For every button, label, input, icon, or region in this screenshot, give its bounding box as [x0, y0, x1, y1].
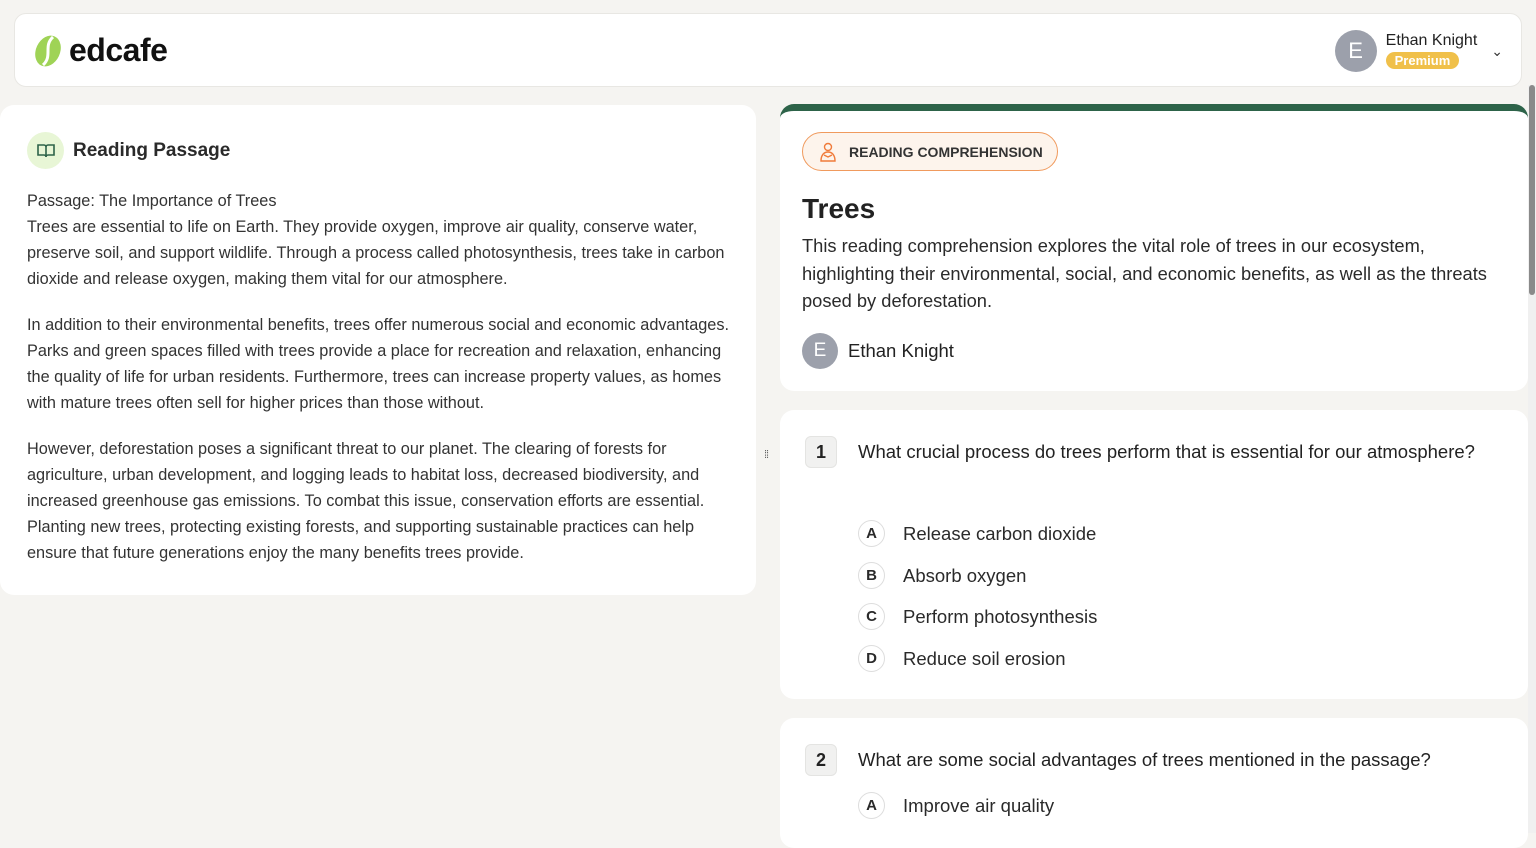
passage-paragraph: Trees are essential to life on Earth. They provide oxygen, improve air quality, conserve water, preserve soil, and support wildlife. Through a process called photosynthesis, trees take in carbon dioxide and release oxygen, making them vital for our atmosphere.	[27, 218, 725, 288]
option-text: Absorb oxygen	[903, 564, 1027, 586]
question-text: What crucial process do trees perform that is essential for our atmosphere?	[858, 441, 1475, 462]
reading-passage-panel	[0, 105, 756, 595]
option-b[interactable]	[858, 562, 1026, 589]
option-letter: D	[858, 645, 885, 672]
option-c[interactable]	[858, 603, 1097, 630]
top-header	[14, 13, 1522, 87]
passage-title: Passage: The Importance of Trees	[27, 192, 277, 210]
author	[802, 333, 954, 369]
book-icon	[27, 132, 64, 169]
reader-icon	[819, 142, 837, 162]
passage-paragraph: In addition to their environmental benefits, trees offer numerous social and economic advantages. Parks and green spaces filled with trees provide a place for recreation and relaxation, enhancing the quality of life for urban residents. Furthermore, trees can increase property values, as homes with mature trees often sell for higher prices than those without.	[27, 316, 730, 412]
question-text: What are some social advantages of trees mentioned in the passage?	[858, 749, 1431, 770]
option-text: Improve air quality	[903, 794, 1055, 816]
activity-title: Trees	[802, 193, 876, 224]
activity-info-card	[780, 104, 1528, 391]
panel-title: Reading Passage	[73, 139, 231, 161]
passage-text	[27, 188, 737, 586]
scrollbar[interactable]	[1528, 85, 1536, 833]
question-card	[780, 718, 1528, 848]
avatar: E	[1335, 30, 1377, 72]
option-text: Perform photosynthesis	[903, 605, 1098, 627]
option-text: Reduce soil erosion	[903, 647, 1066, 669]
option-letter: B	[858, 562, 885, 589]
activity-type-pill	[802, 132, 1058, 171]
author-name: Ethan Knight	[848, 340, 954, 361]
passage-paragraph: However, deforestation poses a significant threat to our planet. The clearing of forests for agriculture, urban development, and logging leads to habitat loss, decreased biodiversity, and increased greenhouse gas emissions. To combat this issue, conservation efforts are essential. Planting new trees, protecting existing forests, and supporting sustainable practices can help ensure that future generations enjoy the many benefits trees provide.	[27, 440, 705, 562]
logo-text: edcafe	[69, 32, 168, 68]
chevron-down-icon[interactable]: ⌄	[1491, 42, 1503, 59]
author-avatar: E	[802, 333, 838, 369]
option-d[interactable]	[858, 645, 1065, 672]
option-letter: A	[858, 520, 885, 547]
activity-description: This reading comprehension explores the vital role of trees in our ecosystem, highlighting their environmental, social, and economic benefits, as well as the threats posed by deforestation.	[802, 235, 1487, 311]
option-text: Release carbon dioxide	[903, 522, 1097, 544]
scrollbar-thumb[interactable]	[1529, 85, 1535, 295]
resize-handle[interactable]: ⁞⁞	[764, 449, 769, 461]
option-a[interactable]	[858, 520, 1096, 547]
option-a[interactable]	[858, 792, 1054, 819]
logo[interactable]	[33, 32, 167, 69]
option-letter: A	[858, 792, 885, 819]
question-number: 1	[805, 436, 837, 468]
question-card	[780, 410, 1528, 699]
premium-badge: Premium	[1386, 52, 1460, 69]
user-menu[interactable]	[1335, 30, 1503, 72]
coffee-bean-icon	[33, 34, 63, 68]
activity-type-label: READING COMPREHENSION	[849, 143, 1043, 160]
option-letter: C	[858, 603, 885, 630]
user-name: Ethan Knight	[1385, 32, 1478, 49]
question-number: 2	[805, 744, 837, 776]
